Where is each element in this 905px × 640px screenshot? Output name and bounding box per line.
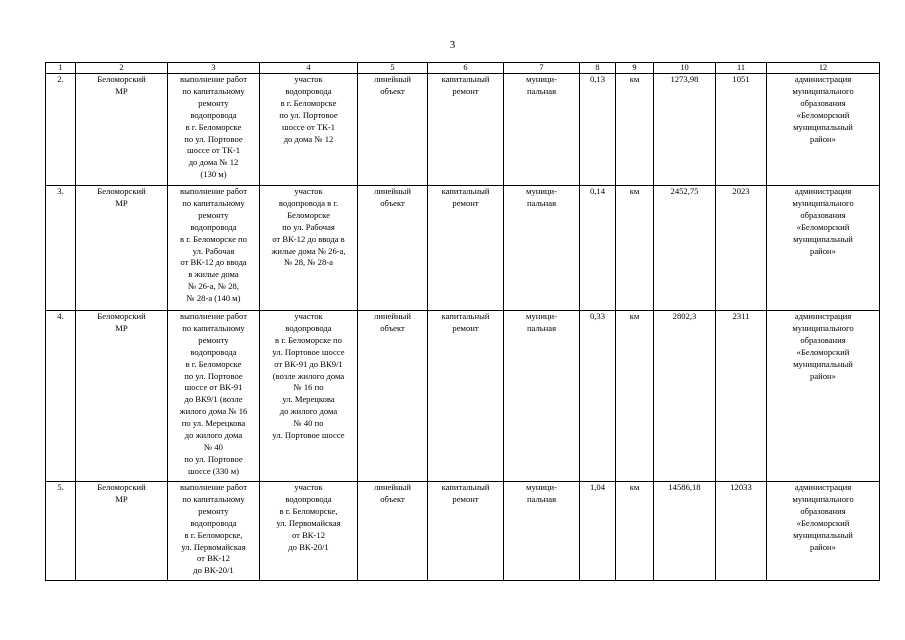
cell-line: ремонт — [452, 322, 479, 333]
cell-line: администрация — [794, 186, 852, 196]
cell-line: выполнение работ — [180, 74, 247, 84]
cell-line: Беломорске — [287, 209, 330, 220]
cell-line: ремонту — [198, 505, 229, 516]
cell-line: муниципальный — [793, 121, 853, 132]
header-cell-4: 4 — [260, 63, 358, 74]
cell-line: объект — [380, 197, 405, 208]
quantity-cell: 0,14 — [580, 186, 616, 311]
cell-line: шоссе (330 м) — [187, 465, 240, 476]
cell-line: «Беломорский — [796, 346, 850, 357]
object-type-cell — [358, 311, 428, 482]
cell-line: объект — [380, 85, 405, 96]
organization-cell — [767, 186, 880, 311]
table-row — [46, 186, 880, 311]
row-number-cell: 2. — [46, 74, 76, 186]
object-type-cell — [358, 74, 428, 186]
cell-line: пальная — [526, 322, 557, 333]
cell-line: администрация — [794, 311, 852, 321]
district-cell — [76, 74, 168, 186]
cell-line: в г. Беломорске по — [180, 233, 247, 244]
cell-line: капитальный — [441, 482, 490, 492]
cell-line: № 16 по — [293, 382, 324, 393]
cost-cell: 2802,3 — [654, 311, 716, 482]
cell-line: по капитальному — [182, 322, 245, 333]
cell-line: в г. Беломорске — [185, 121, 242, 132]
cell-line: водопровода — [285, 322, 332, 333]
cell-line: Беломорский — [97, 311, 146, 321]
cell-line: по ул. Портовое — [279, 109, 338, 120]
cell-line: Беломорский — [97, 186, 146, 196]
cell-line: район» — [810, 245, 836, 256]
amount-cell: 1051 — [716, 74, 767, 186]
cell-line: линейный — [374, 311, 411, 321]
cell-line: до жилого дома — [279, 406, 338, 417]
cell-line: по ул. Портовое — [184, 133, 243, 144]
row-number-cell: 3. — [46, 186, 76, 311]
cell-line: линейный — [374, 482, 411, 492]
cell-line: ул. Мерецкова — [282, 394, 335, 405]
cell-line: Беломорский — [97, 74, 146, 84]
cell-line: пальная — [526, 493, 557, 504]
cell-line: образования — [800, 209, 846, 220]
cell-line: «Беломорский — [796, 109, 850, 120]
cell-line: (130 м) — [200, 169, 227, 180]
unit-cell: км — [616, 311, 654, 482]
cell-line: до дома № 12 — [188, 157, 239, 168]
cell-line: водопровода — [285, 85, 332, 96]
cell-line: по капитальному — [182, 197, 245, 208]
cell-line: район» — [810, 541, 836, 552]
cell-line: капитальный — [441, 186, 490, 196]
cell-line: до дома № 12 — [283, 133, 334, 144]
work-kind-cell — [428, 186, 504, 311]
cell-line: по капитальному — [182, 493, 245, 504]
unit-cell: км — [616, 482, 654, 581]
header-row — [46, 63, 880, 74]
cell-line: до жилого дома — [184, 430, 243, 441]
cell-line: в г. Беломорске — [185, 358, 242, 369]
cell-line: в г. Беломорске, — [279, 505, 338, 516]
cell-line: жилые дома № 26-а, — [271, 245, 346, 256]
work-description-cell — [168, 74, 260, 186]
district-cell — [76, 186, 168, 311]
cell-line: образования — [800, 97, 846, 108]
header-cell-8: 8 — [580, 63, 616, 74]
amount-cell: 2023 — [716, 186, 767, 311]
cell-line: по ул. Мерецкова — [181, 418, 246, 429]
header-cell-6: 6 — [428, 63, 504, 74]
cell-line: участок — [294, 482, 323, 492]
cell-line: муници- — [526, 74, 557, 84]
header-cell-10: 10 — [654, 63, 716, 74]
cell-line: (возле жилого дома — [272, 370, 345, 381]
cell-line: по ул. Портовое — [184, 370, 243, 381]
cell-line: линейный — [374, 74, 411, 84]
cell-line: № 26-а, № 28, — [187, 281, 239, 292]
cell-line: в г. Беломорске, — [184, 529, 243, 540]
cell-line: до ВК-20/1 — [193, 565, 234, 576]
header-cell-7: 7 — [504, 63, 580, 74]
cell-line: муниципального — [792, 85, 854, 96]
unit-cell: км — [616, 186, 654, 311]
cell-line: капитальный — [441, 311, 490, 321]
cell-line: до ВК9/1 (возле — [184, 394, 243, 405]
header-cell-5: 5 — [358, 63, 428, 74]
cell-line: ремонту — [198, 334, 229, 345]
cell-line: выполнение работ — [180, 186, 247, 196]
cell-line: по ул. Рабочая — [282, 221, 335, 232]
work-description-cell — [168, 186, 260, 311]
cell-line: в г. Беломорске по — [275, 334, 342, 345]
amount-cell: 12033 — [716, 482, 767, 581]
cell-line: ул. Первомайская — [181, 541, 246, 552]
work-kind-cell — [428, 74, 504, 186]
works-table — [45, 62, 880, 581]
cell-line: по капитальному — [182, 85, 245, 96]
cell-line: муниципальный — [793, 529, 853, 540]
cell-line: от ВК-12 — [196, 553, 230, 564]
table-row — [46, 311, 880, 482]
cell-line: район» — [810, 370, 836, 381]
cell-line: водопровода в г. — [278, 197, 339, 208]
cell-line: «Беломорский — [796, 221, 850, 232]
cell-line: муниципального — [792, 197, 854, 208]
cell-line: водопровода — [190, 517, 237, 528]
cell-line: жилого дома № 16 — [179, 406, 248, 417]
cell-line: муници- — [526, 311, 557, 321]
cell-line: в жилые дома — [188, 269, 239, 280]
site-cell — [260, 482, 358, 581]
cell-line: район» — [810, 133, 836, 144]
cell-line: участок — [294, 186, 323, 196]
row-number-cell: 5. — [46, 482, 76, 581]
cell-line: капитальный — [441, 74, 490, 84]
ownership-cell — [504, 482, 580, 581]
cell-line: от ВК-12 до ввода в — [272, 233, 345, 244]
cell-line: МР — [115, 197, 128, 208]
header-cell-11: 11 — [716, 63, 767, 74]
cell-line: муници- — [526, 482, 557, 492]
cell-line: муниципальный — [793, 233, 853, 244]
cell-line: линейный — [374, 186, 411, 196]
organization-cell — [767, 482, 880, 581]
ownership-cell — [504, 186, 580, 311]
cell-line: водопровода — [285, 493, 332, 504]
cell-line: шоссе от ТК-1 — [186, 145, 241, 156]
cell-line: «Беломорский — [796, 517, 850, 528]
cell-line: шоссе от ТК-1 — [281, 121, 336, 132]
cell-line: администрация — [794, 74, 852, 84]
cell-line: от ВК-12 — [291, 529, 325, 540]
cost-cell: 2452,75 — [654, 186, 716, 311]
cell-line: водопровода — [190, 346, 237, 357]
cell-line: администрация — [794, 482, 852, 492]
cell-line: ул. Портовое шоссе — [272, 346, 345, 357]
organization-cell — [767, 74, 880, 186]
object-type-cell — [358, 186, 428, 311]
cell-line: выполнение работ — [180, 311, 247, 321]
cell-line: ремонт — [452, 197, 479, 208]
row-number-cell: 4. — [46, 311, 76, 482]
work-kind-cell — [428, 482, 504, 581]
cell-line: выполнение работ — [180, 482, 247, 492]
site-cell — [260, 74, 358, 186]
header-cell-12: 12 — [767, 63, 880, 74]
district-cell — [76, 482, 168, 581]
quantity-cell: 1,04 — [580, 482, 616, 581]
cell-line: в г. Беломорске — [280, 97, 337, 108]
ownership-cell — [504, 74, 580, 186]
cell-line: участок — [294, 74, 323, 84]
cell-line: № 28, № 28-а — [284, 257, 333, 268]
cell-line: ул. Портовое шоссе — [272, 430, 345, 441]
cell-line: по ул. Портовое — [184, 453, 243, 464]
cell-line: ремонту — [198, 209, 229, 220]
page-number: 3 — [449, 39, 456, 51]
cost-cell: 1273,98 — [654, 74, 716, 186]
table-row — [46, 74, 880, 186]
cost-cell: 14586,18 — [654, 482, 716, 581]
cell-line: пальная — [526, 85, 557, 96]
cell-line: муници- — [526, 186, 557, 196]
quantity-cell: 0,33 — [580, 311, 616, 482]
unit-cell: км — [616, 74, 654, 186]
cell-line: ремонт — [452, 85, 479, 96]
cell-line: ул. Первомайская — [276, 517, 341, 528]
object-type-cell — [358, 482, 428, 581]
cell-line: объект — [380, 493, 405, 504]
cell-line: № 40 — [204, 441, 223, 452]
cell-line: пальная — [526, 197, 557, 208]
cell-line: до ВК-20/1 — [288, 541, 329, 552]
cell-line: участок — [294, 311, 323, 321]
cell-line: образования — [800, 505, 846, 516]
header-cell-2: 2 — [76, 63, 168, 74]
ownership-cell — [504, 311, 580, 482]
cell-line: муниципального — [792, 493, 854, 504]
cell-line: ремонт — [452, 493, 479, 504]
cell-line: шоссе от ВК-91 — [184, 382, 243, 393]
work-description-cell — [168, 482, 260, 581]
cell-line: ремонту — [198, 97, 229, 108]
header-cell-3: 3 — [168, 63, 260, 74]
cell-line: муниципального — [792, 322, 854, 333]
quantity-cell: 0,13 — [580, 74, 616, 186]
site-cell — [260, 186, 358, 311]
site-cell — [260, 311, 358, 482]
cell-line: МР — [115, 322, 128, 333]
header-cell-1: 1 — [46, 63, 76, 74]
work-kind-cell — [428, 311, 504, 482]
cell-line: от ВК-12 до ввода — [180, 257, 247, 268]
cell-line: муниципальный — [793, 358, 853, 369]
cell-line: № 28-а (140 м) — [186, 293, 241, 304]
header-cell-9: 9 — [616, 63, 654, 74]
work-description-cell — [168, 311, 260, 482]
organization-cell — [767, 311, 880, 482]
cell-line: от ВК-91 до ВК9/1 — [274, 358, 343, 369]
cell-line: водопровода — [190, 109, 237, 120]
table-row — [46, 482, 880, 581]
cell-line: МР — [115, 493, 128, 504]
amount-cell: 2311 — [716, 311, 767, 482]
cell-line: МР — [115, 85, 128, 96]
cell-line: объект — [380, 322, 405, 333]
cell-line: Беломорский — [97, 482, 146, 492]
cell-line: ул. Рабочая — [192, 245, 235, 256]
cell-line: водопровода — [190, 221, 237, 232]
cell-line: № 40 по — [293, 418, 324, 429]
cell-line: образования — [800, 334, 846, 345]
district-cell — [76, 311, 168, 482]
